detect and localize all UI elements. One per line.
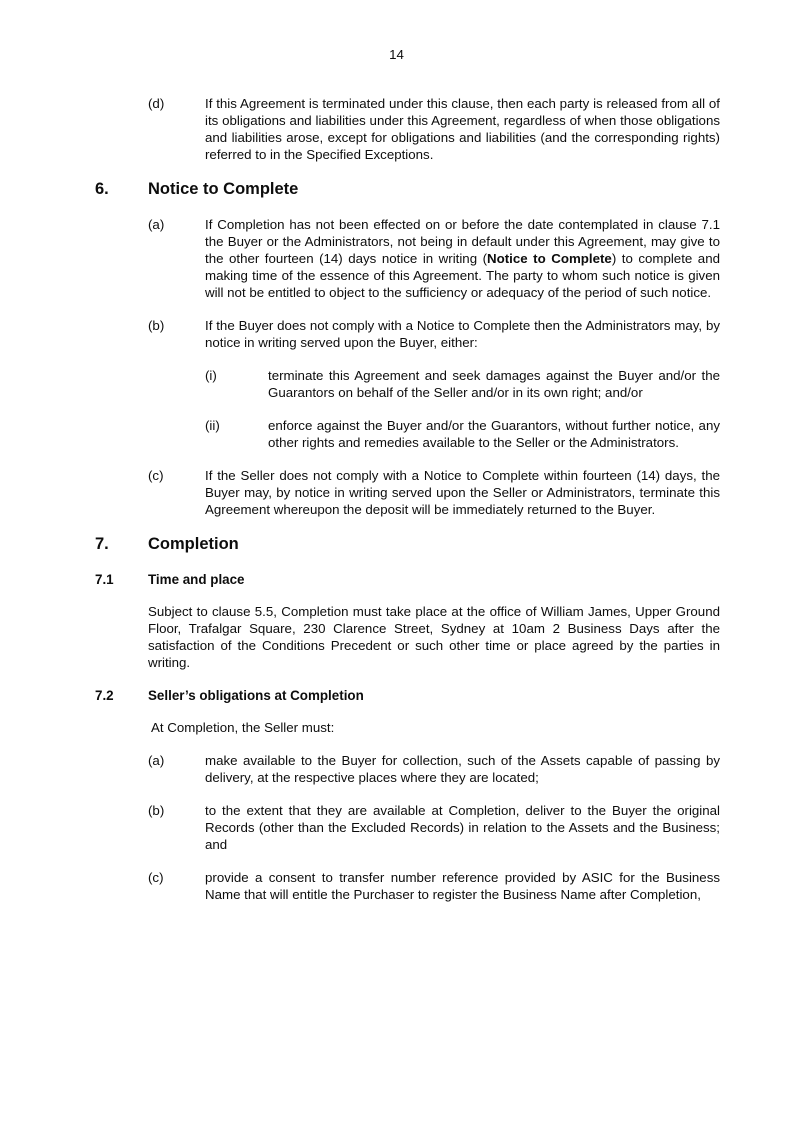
clause-text: If the Buyer does not comply with a Notice to Complete then the Administrators may, by notice in writing served upon the Buyer, either: bbox=[205, 318, 720, 350]
clause-6-item-b-sub-ii bbox=[205, 417, 720, 451]
clause-6-item-b-sub-i bbox=[205, 367, 720, 401]
section-number: 7. bbox=[95, 535, 109, 553]
defined-term: Notice to Complete bbox=[487, 251, 612, 266]
clause-label: (c) bbox=[148, 870, 164, 885]
section-7-1-body: Subject to clause 5.5, Completion must take place at the office of William James, Upper Ground Floor, Trafalgar Square, 230 Clarence Street, Sydney at 10am 2 Business Days after the satisfaction of the Conditions Precedent or such other time or place agreed by the parties in writing. bbox=[148, 604, 720, 670]
clause-text: provide a consent to transfer number reference provided by ASIC for the Business Name that will entitle the Purchaser to register the Business Name after Completion, bbox=[205, 870, 720, 902]
clause-label: (ii) bbox=[205, 418, 220, 433]
clause-text: If this Agreement is terminated under this clause, then each party is released from all of its obligations and liabilities under this Agreement, regardless of when those obligations and liabilities arose, except for obligations and liabilities (and the corresponding rights) referred to in the Specified Exceptions. bbox=[205, 96, 720, 162]
clause-text: make available to the Buyer for collection, such of the Assets capable of passing by delivery, at the respective places where they are located; bbox=[205, 753, 720, 785]
page-content bbox=[95, 95, 720, 919]
clause-6-item-c bbox=[148, 467, 720, 518]
clause-text: enforce against the Buyer and/or the Guarantors, without further notice, any other rights and remedies available to the Seller or the Administrators. bbox=[268, 418, 720, 450]
section-7-heading bbox=[95, 534, 720, 555]
section-title: Notice to Complete bbox=[148, 180, 299, 198]
section-7-2-intro: At Completion, the Seller must: bbox=[151, 720, 335, 735]
clause-label: (a) bbox=[148, 217, 165, 232]
section-number: 7.1 bbox=[95, 572, 114, 587]
clause-7-2-item-c bbox=[148, 869, 720, 903]
page-number: 14 bbox=[389, 47, 404, 62]
clause-label: (b) bbox=[148, 318, 165, 333]
clause-7-2-item-a bbox=[148, 752, 720, 786]
clause-5-item-d bbox=[148, 95, 720, 163]
section-number: 6. bbox=[95, 180, 109, 198]
clause-text: terminate this Agreement and seek damages against the Buyer and/or the Guarantors on behalf of the Seller and/or in its own right; and/or bbox=[268, 368, 720, 400]
clause-label: (a) bbox=[148, 753, 165, 768]
clause-label: (c) bbox=[148, 468, 164, 483]
clause-6-item-a bbox=[148, 216, 720, 301]
section-number: 7.2 bbox=[95, 688, 114, 703]
section-7-2-heading bbox=[95, 687, 720, 704]
section-7-1-heading bbox=[95, 571, 720, 588]
clause-label: (i) bbox=[205, 368, 217, 383]
section-title: Completion bbox=[148, 535, 239, 553]
clause-text-after: ) to complete and making time of the essence of this Agreement. The party to whom such notice is given will not be entitled to object to the sufficiency or adequacy of the period of such notice. bbox=[205, 251, 720, 300]
clause-label: (d) bbox=[148, 96, 165, 111]
clause-label: (b) bbox=[148, 803, 165, 818]
section-6-heading bbox=[95, 179, 720, 200]
clause-text-before: If Completion has not been effected on or before the date contemplated in clause 7.1 the Buyer or the Administrators, not being in default under this Agreement, may give to the other fourteen (14) days notice in writing ( bbox=[205, 217, 720, 266]
clause-6-item-b bbox=[148, 317, 720, 351]
section-title: Time and place bbox=[148, 572, 245, 587]
section-title: Seller’s obligations at Completion bbox=[148, 688, 364, 703]
clause-text: If the Seller does not comply with a Notice to Complete within fourteen (14) days, the Buyer may, by notice in writing served upon the Seller or Administrators, terminate this Agreement whereupon the deposit will be immediately returned to the Buyer. bbox=[205, 468, 720, 517]
clause-text: to the extent that they are available at Completion, deliver to the Buyer the original Records (other than the Excluded Records) in relation to the Assets and the Business; and bbox=[205, 803, 720, 852]
clause-7-2-item-b bbox=[148, 802, 720, 853]
clause-text bbox=[205, 216, 720, 301]
